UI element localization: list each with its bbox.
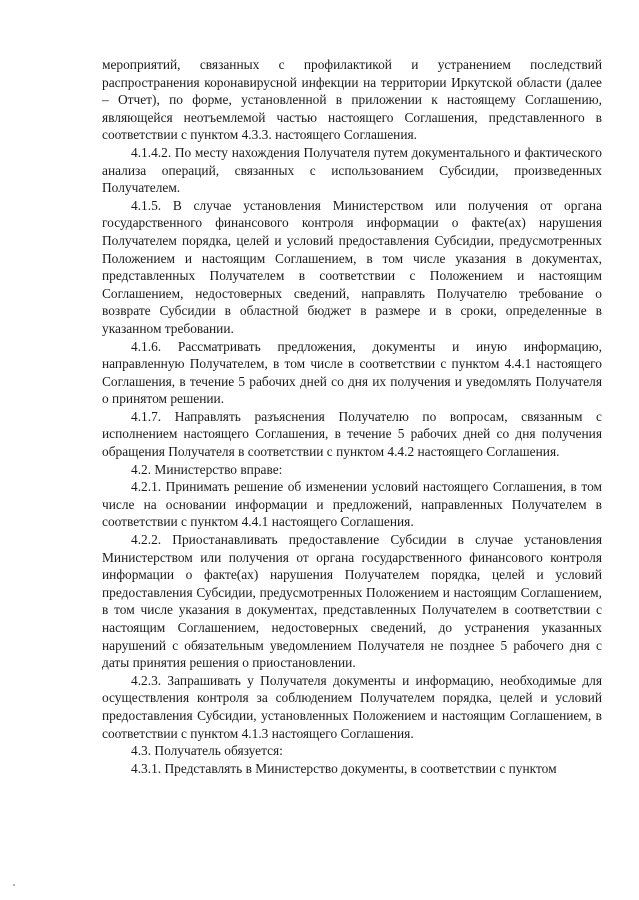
- paragraph-4-2-1: 4.2.1. Принимать решение об изменении условий настоящего Соглашения, в том числе на основании информации и предложений, направленных Получателем в соответствии с пунктом 4.4.1 настоящего Соглашения.: [102, 479, 602, 530]
- paragraph-4-1-5: 4.1.5. В случае установления Министерством или получения от органа государственного финансового контроля информации о факте(ах) нарушения Получателем порядка, целей и условий предоставления Субсидии, предусмотренных Положением и настоящим Соглашением, в том числе указания в документах, представленных Получателем в соответствии с Положением и настоящим Соглашением, недостоверных сведений, направлять Получателю требование о возврате Субсидии в областной бюджет в размере и в сроки, определенные в указанном требовании.: [102, 197, 602, 336]
- paragraph-4-1-4-2: 4.1.4.2. По месту нахождения Получателя путем документального и фактического анализа операций, связанных с использованием Субсидии, произведенных Получателем.: [102, 144, 602, 196]
- scan-speck: [13, 884, 15, 886]
- paragraph-4-3: 4.3. Получатель обязуется:: [131, 743, 283, 759]
- paragraph-4-2: 4.2. Министерство вправе:: [131, 461, 283, 477]
- paragraph-4-3-1: 4.3.1. Представлять в Министерство документы, в соответствии с пунктом: [131, 760, 557, 776]
- paragraph-4-2-2: 4.2.2. Приостанавливать предоставление Субсидии в случае установления Министерством или получения от органа государственного финансового контроля информации о факте(ах) нарушения Получателем порядка, целей и условий предоставления Субсидии, предусмотренных Положением и настоящим Соглашением, в том числе указания в документах, представленных Получателем в соответствии с настоящим Соглашением, недостоверных сведений, до устранения указанных нарушений с обязательным уведомлением Получателя не позднее 5 рабочего дня с даты принятия решения о приостановлении.: [102, 532, 602, 671]
- paragraph-4-1-7: 4.1.7. Направлять разъяснения Получателю по вопросам, связанным с исполнением настоящего Соглашения, в течение 5 рабочих дней со дня получения обращения Получателя в соответствии с пунктом 4.4.2 настоящего Соглашения.: [102, 408, 602, 460]
- document-page: [102, 56, 602, 777]
- paragraph-continuation: мероприятий, связанных с профилактикой и устранением последствий распространения коронавирусной инфекции на территории Иркутской области (далее – Отчет), по форме, установленной в приложении к настоящему Соглашению, являющейся неотъемлемой частью настоящего Соглашения, представленного в соответствии с пунктом 4.3.3. настоящего Соглашения.: [102, 57, 602, 143]
- paragraph-4-1-6: 4.1.6. Рассматривать предложения, документы и иную информацию, направленную Получателем, в том числе в соответствии с пунктом 4.4.1 настоящего Соглашения, в течение 5 рабочих дней со дня их получения и уведомлять Получателя о принятом решении.: [102, 338, 602, 407]
- paragraph-4-2-3: 4.2.3. Запрашивать у Получателя документы и информацию, необходимые для осуществления контроля за соблюдением Получателем порядка, целей и условий предоставления Субсидии, установленных Положением и настоящим Соглашением, в соответствии с пунктом 4.1.3 настоящего Соглашения.: [102, 672, 602, 741]
